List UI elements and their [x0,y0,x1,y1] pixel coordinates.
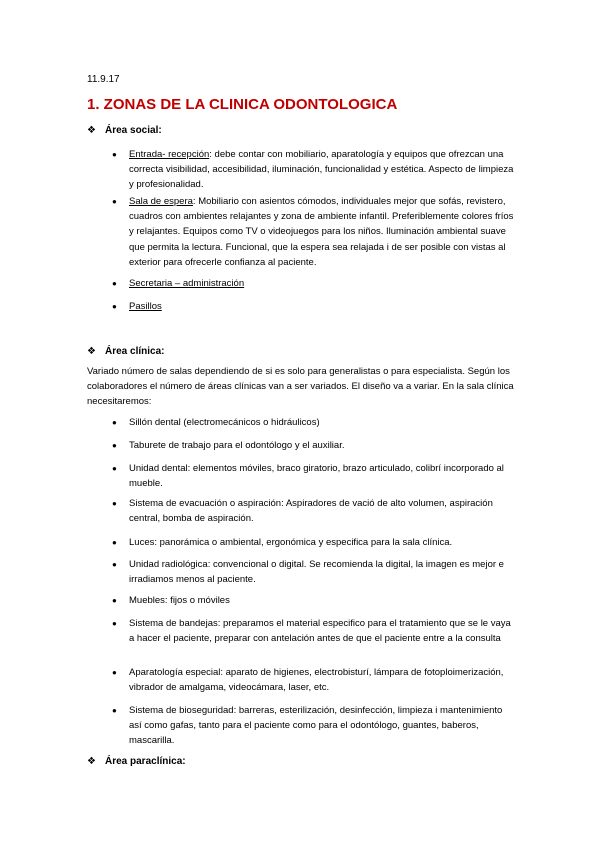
item-text: Sistema de bandejas: preparamos el material especifico para el tratamiento que se le vaya a hacer el paciente, preparar con antelación antes de que el paciente entre a la consulta [129,618,511,645]
heading-area-paraclinica [87,756,186,767]
bullet-icon: ● [112,499,117,508]
item-text: Unidad dental: elementos móviles, braco giratorio, brazo articulado, colibrí incorporado al mueble. [129,463,504,490]
item-label: Secretaria – administración [129,278,245,289]
bullet-icon: ● [112,441,117,450]
list-item [112,557,517,587]
document-date: 11.9.17 [87,74,120,85]
item-text: Muebles: fijos o móviles [129,595,230,606]
item-text: Sillón dental (electromecánicos o hidráulicos) [129,417,320,428]
list-item [112,496,517,526]
heading-text: Área paraclínica: [105,756,186,767]
bullet-icon: ● [112,302,117,311]
item-text: Aparatología especial: aparato de higienes, electrobisturí, lámpara de fotoploimerización, vibrador de amalgama, videocámara, laser, etc. [129,667,504,694]
list-item [112,703,517,749]
diamond-bullet-icon: ❖ [87,756,96,767]
item-text: Taburete de trabajo para el odontólogo y el auxiliar. [129,440,345,451]
diamond-bullet-icon: ❖ [87,125,96,136]
item-label: Entrada- recepción [129,149,210,160]
item-text: : Mobiliario con asientos cómodos, individuales mejor que sofás, revistero, cuadros con ambientes relajantes y zona de ambiente infantil. Preferiblemente colores fríos y relajantes. Equipos como TV o videojuegos para los niños. Iluminación ambiental suave que permita la lectura. Funcional, que la espera sea relajada i de ser posible con vistas al exterior para ofrecerle confianza al paciente. [129,196,514,268]
bullet-icon: ● [112,560,117,569]
item-text: Unidad radiológica: convencional o digital. Se recomienda la digital, la imagen es mejor e irradiamos menos al paciente. [129,559,504,586]
heading-area-social [87,125,162,136]
section-title: 1. ZONAS DE LA CLINICA ODONTOLOGICA [87,96,398,113]
list-item [112,415,517,430]
bullet-icon: ● [112,668,117,677]
item-text: Sistema de bioseguridad: barreras, esterilización, desinfección, limpieza i mantenimiento así como gafas, tanto para el paciente como para el odontólogo, guantes, baberos, mascarilla. [129,705,503,747]
bullet-icon: ● [112,706,117,715]
list-item [112,299,517,314]
bullet-icon: ● [112,538,117,547]
list-item [112,535,517,550]
list-item [112,665,517,695]
list-item [112,194,517,270]
bullet-icon: ● [112,279,117,288]
list-item [112,593,517,608]
bullet-icon: ● [112,418,117,427]
bullet-icon: ● [112,150,117,159]
list-item [112,276,517,291]
bullet-icon: ● [112,619,117,628]
heading-text: Área social: [105,125,162,136]
heading-text: Área clínica: [105,346,165,357]
item-text: : debe contar con mobiliario, aparatología y equipos que ofrezcan una correcta visibilidad, accesibilidad, iluminación, funcionalidad y estética. Aspecto de limpieza y profesionalidad. [129,149,514,191]
list-item [112,461,517,491]
bullet-icon: ● [112,596,117,605]
list-item [112,616,517,646]
item-label: Sala de espera [129,196,193,207]
bullet-icon: ● [112,464,117,473]
list-item [112,438,517,453]
item-text: Sistema de evacuación o aspiración: Aspiradores de vació de alto volumen, aspiración central, bomba de aspiración. [129,498,493,525]
heading-area-clinica [87,346,164,357]
diamond-bullet-icon: ❖ [87,346,96,357]
item-label: Pasillos [129,301,162,312]
item-text: Luces: panorámica o ambiental, ergonómica y especifica para la sala clínica. [129,537,453,548]
list-item [112,147,517,193]
bullet-icon: ● [112,197,117,206]
clinica-intro: Variado número de salas dependiendo de si es solo para generalistas o para especialista. Según los colaboradores el número de áreas clínicas van a ser variados. El diseño va a variar. En la sala clínica necesitaremos: [87,366,514,408]
